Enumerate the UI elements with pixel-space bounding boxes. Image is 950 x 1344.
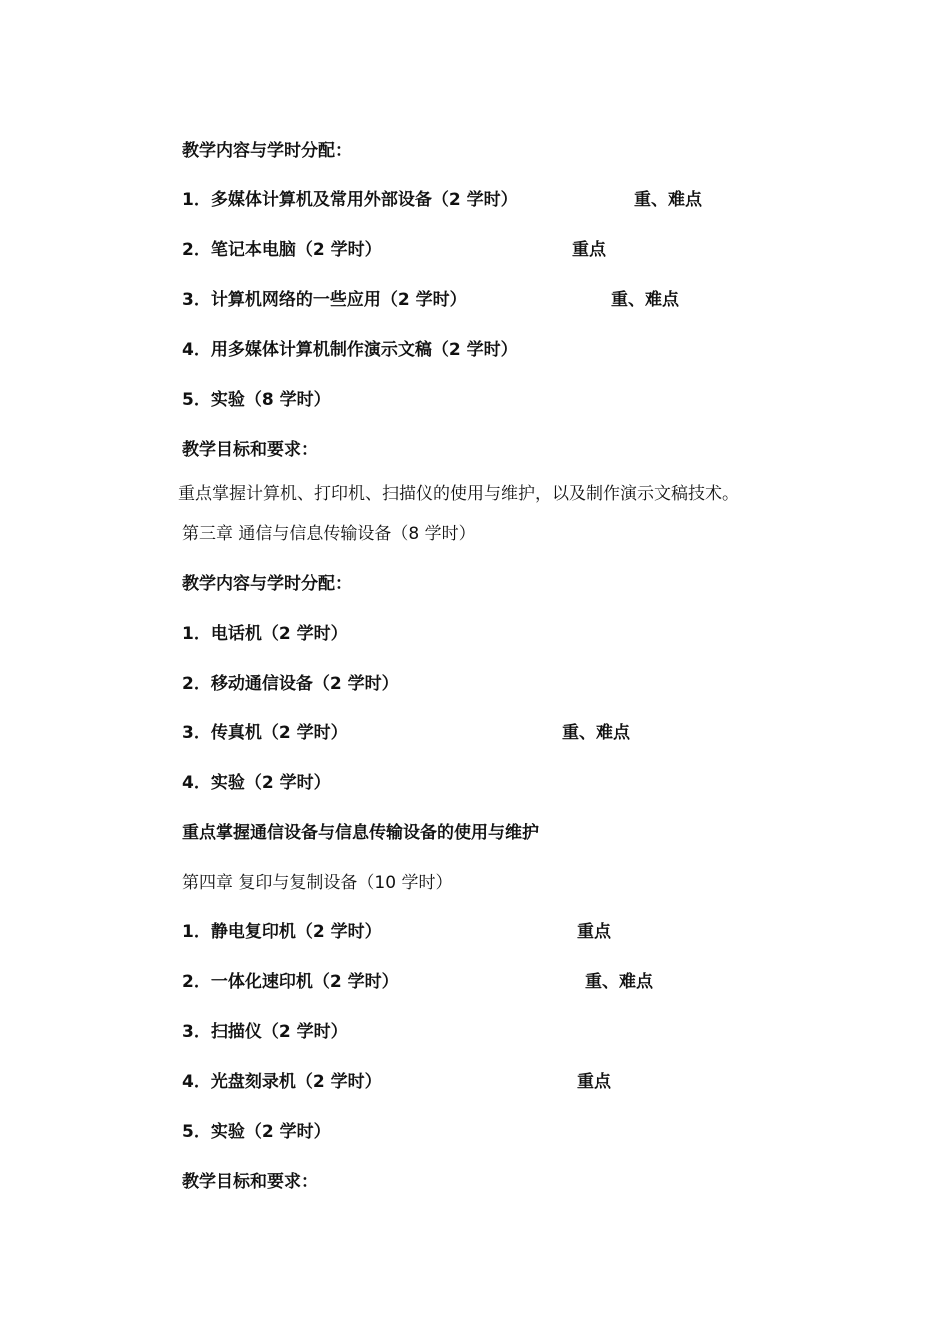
goals-heading: 教学目标和要求： <box>182 1172 318 1192</box>
allocation-heading: 教学内容与学时分配： <box>182 574 352 594</box>
list-item: 2．笔记本电脑（2 学时） <box>182 240 382 260</box>
list-item: 4．用多媒体计算机制作演示文稿（2 学时） <box>182 340 518 360</box>
list-item: 2．一体化速印机（2 学时） <box>182 972 399 992</box>
difficulty-note: 重、难点 <box>585 972 653 992</box>
difficulty-note: 重、难点 <box>611 290 679 310</box>
difficulty-note: 重、难点 <box>634 190 702 210</box>
chapter-title: 第四章 复印与复制设备（10 学时） <box>182 873 453 893</box>
difficulty-note: 重点 <box>577 1072 611 1092</box>
list-item: 5．实验（2 学时） <box>182 1122 331 1142</box>
difficulty-note: 重点 <box>572 240 606 260</box>
list-item: 1．电话机（2 学时） <box>182 624 348 644</box>
list-item: 1．多媒体计算机及常用外部设备（2 学时） <box>182 190 518 210</box>
list-item: 2．移动通信设备（2 学时） <box>182 674 399 694</box>
list-item: 3．扫描仪（2 学时） <box>182 1022 348 1042</box>
difficulty-note: 重、难点 <box>562 723 630 743</box>
allocation-heading: 教学内容与学时分配： <box>182 141 352 161</box>
goals-text: 重点掌握计算机、打印机、扫描仪的使用与维护，以及制作演示文稿技术。 <box>178 484 739 504</box>
list-item: 4．光盘刻录机（2 学时） <box>182 1072 382 1092</box>
list-item: 1．静电复印机（2 学时） <box>182 922 382 942</box>
list-item: 3．传真机（2 学时） <box>182 723 348 743</box>
goals-heading: 教学目标和要求： <box>182 440 318 460</box>
difficulty-note: 重点 <box>577 922 611 942</box>
goals-text: 重点掌握通信设备与信息传输设备的使用与维护 <box>182 823 539 843</box>
list-item: 4．实验（2 学时） <box>182 773 331 793</box>
chapter-title: 第三章 通信与信息传输设备（8 学时） <box>182 524 476 544</box>
list-item: 3．计算机网络的一些应用（2 学时） <box>182 290 467 310</box>
list-item: 5．实验（8 学时） <box>182 390 331 410</box>
